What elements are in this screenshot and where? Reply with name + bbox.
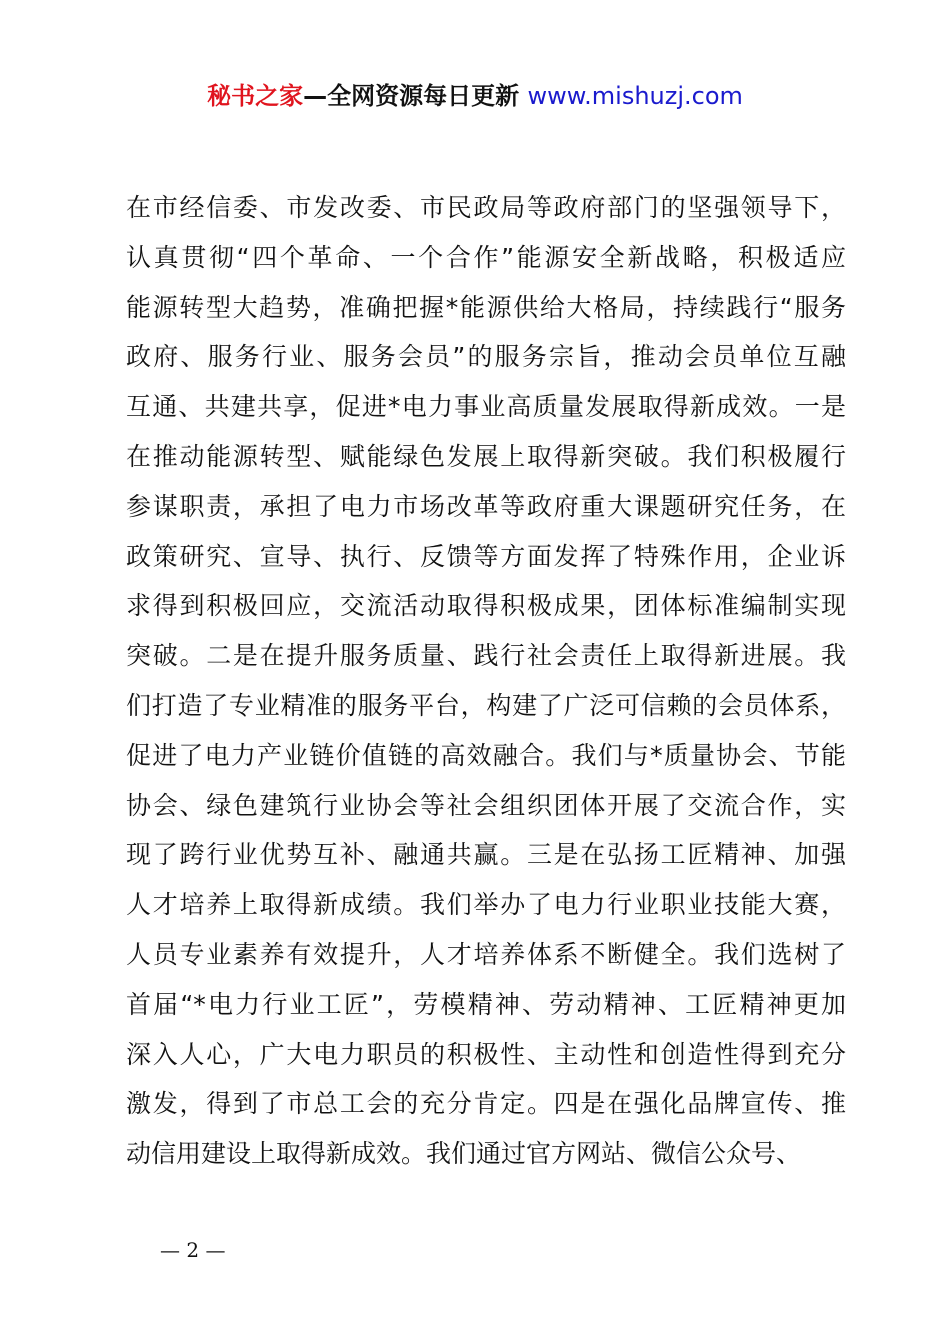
text-line: 们打造了专业精准的服务平台，构建了广泛可信赖的会员体系， xyxy=(126,690,846,720)
text-line: 在推动能源转型、赋能绿色发展上取得新突破。我们积极履行 xyxy=(126,441,846,471)
website-link[interactable]: www.mishuzj.com xyxy=(527,82,743,110)
text-line: 求得到积极回应，交流活动取得积极成果，团体标准编制实现 xyxy=(126,591,846,621)
text-line: 促进了电力产业链价值链的高效融合。我们与*质量协会、节能 xyxy=(126,740,846,770)
text-line: 在市经信委、市发改委、市民政局等政府部门的坚强领导下， xyxy=(126,193,846,222)
body-text xyxy=(126,183,846,1179)
text-line: 现了跨行业优势互补、融通共赢。三是在弘扬工匠精神、加强 xyxy=(126,840,846,870)
text-line: 突破。二是在提升服务质量、践行社会责任上取得新进展。我 xyxy=(126,641,846,671)
text-line: 协会、绿色建筑行业协会等社会组织团体开展了交流合作，实 xyxy=(126,790,846,820)
page-header xyxy=(0,78,950,114)
text-line: 政策研究、宣导、执行、反馈等方面发挥了特殊作用，企业诉 xyxy=(126,541,846,571)
text-line: 首届“*电力行业工匠”，劳模精神、劳动精神、工匠精神更加 xyxy=(126,989,846,1019)
text-line: 人才培养上取得新成绩。我们举办了电力行业职业技能大赛， xyxy=(126,890,846,920)
text-line: 能源转型大趋势，准确把握*能源供给大格局，持续践行“服务 xyxy=(126,292,846,322)
text-line: 人员专业素养有效提升，人才培养体系不断健全。我们选树了 xyxy=(126,939,846,969)
text-line: 政府、服务行业、服务会员”的服务宗旨，推动会员单位互融 xyxy=(126,342,846,372)
text-line: 动信用建设上取得新成效。我们通过官方网站、微信公众号、 xyxy=(126,1139,802,1169)
brand-name: 秘书之家 xyxy=(207,82,304,110)
text-line: 参谋职责，承担了电力市场改革等政府重大课题研究任务，在 xyxy=(126,491,846,521)
header-slogan: —全网资源每日更新 xyxy=(303,82,520,110)
text-line: 认真贯彻“四个革命、一个合作”能源安全新战略，积极适应 xyxy=(126,242,846,272)
text-line: 激发，得到了市总工会的充分肯定。四是在强化品牌宣传、推 xyxy=(126,1089,846,1119)
page-number: — 2 — xyxy=(160,1238,226,1262)
text-line: 深入人心，广大电力职员的积极性、主动性和创造性得到充分 xyxy=(126,1039,846,1069)
text-line: 互通、共建共享，促进*电力事业高质量发展取得新成效。一是 xyxy=(126,392,846,422)
